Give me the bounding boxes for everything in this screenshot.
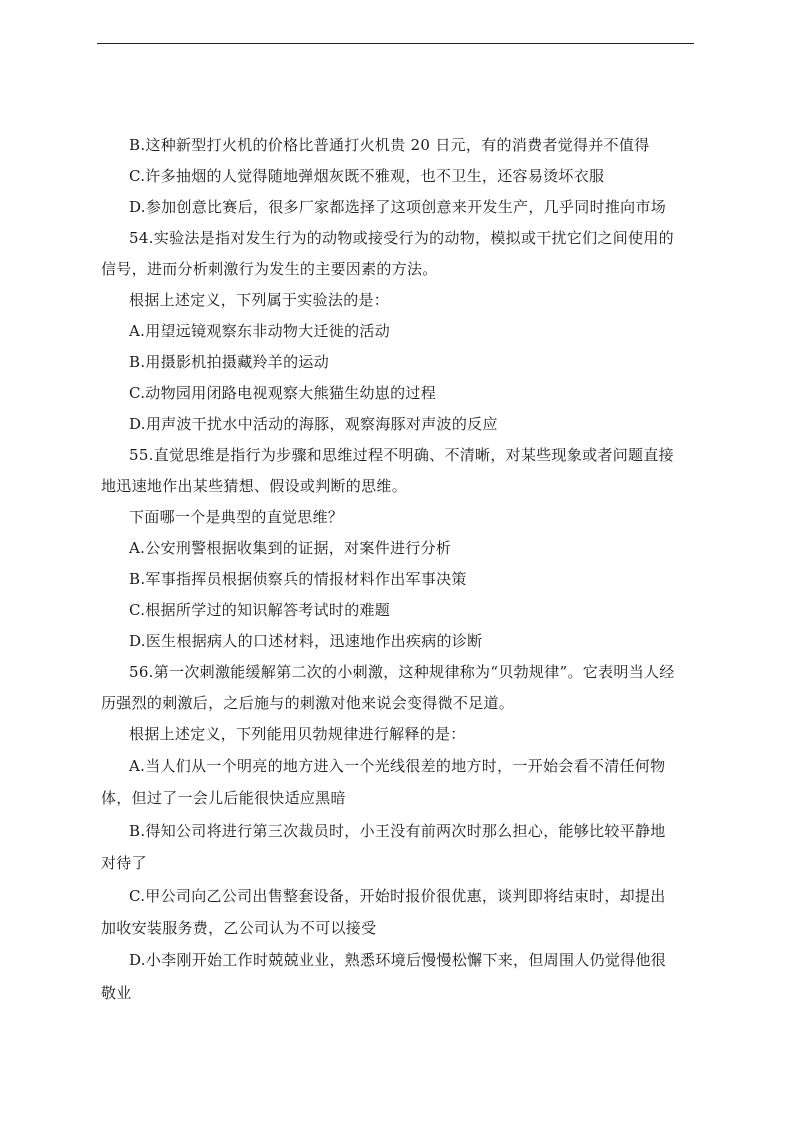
question-54-prompt: 根据上述定义，下列属于实验法的是： (129, 291, 390, 309)
option-55-a: A.公安刑警根据收集到的证据，对案件进行分析 (129, 539, 452, 557)
option-56-d-line-2: 敬业 (101, 984, 132, 1002)
option-54-b: B.用摄影机拍摄藏羚羊的运动 (129, 353, 329, 371)
question-56-line-2: 历强烈的刺激后，之后施与的刺激对他来说会变得微不足道。 (101, 694, 515, 712)
question-55-line-2: 地迅速地作出某些猜想、假设或判断的思维。 (101, 477, 408, 495)
option-53-c: C.许多抽烟的人觉得随地弹烟灰既不雅观，也不卫生，还容易烫坏衣服 (129, 167, 605, 185)
question-54-line-2: 信号，进而分析刺激行为发生的主要因素的方法。 (101, 260, 438, 278)
question-55-prompt: 下面哪一个是典型的直觉思维？ (129, 508, 344, 526)
question-56-prompt: 根据上述定义，下列能用贝勃规律进行解释的是： (129, 725, 466, 743)
option-55-d: D.医生根据病人的口述材料，迅速地作出疾病的诊断 (129, 632, 483, 650)
option-54-d: D.用声波干扰水中活动的海豚，观察海豚对声波的反应 (129, 415, 498, 433)
option-56-b-line-2: 对待了 (101, 854, 147, 872)
question-56-line-1: 56.第一次刺激能缓解第二次的小刺激，这种规律称为“贝勃规律”。它表明当人经 (129, 663, 675, 681)
option-54-a: A.用望远镜观察东非动物大迁徙的活动 (129, 322, 391, 340)
option-55-c: C.根据所学过的知识解答考试时的难题 (129, 601, 391, 619)
header-rule (97, 43, 694, 44)
option-53-b: B.这种新型打火机的价格比普通打火机贵 20 日元，有的消费者觉得并不值得 (129, 136, 650, 154)
question-54-line-1: 54.实验法是指对发生行为的动物或接受行为的动物，模拟或干扰它们之间使用的 (129, 229, 674, 247)
option-56-b-line-1: B.得知公司将进行第三次裁员时，小王没有前两次时那么担心，能够比较平静地 (129, 822, 666, 840)
option-53-d: D.参加创意比赛后，很多厂家都选择了这项创意来开发生产，几乎同时推向市场 (129, 198, 667, 216)
option-56-c-line-2: 加收安装服务费，乙公司认为不可以接受 (101, 919, 377, 937)
option-56-a-line-2: 体，但过了一会儿后能很快适应黑暗 (101, 789, 346, 807)
option-56-d-line-1: D.小李刚开始工作时兢兢业业，熟悉环境后慢慢松懈下来，但周围人仍觉得他很 (129, 951, 667, 969)
question-55-line-1: 55.直觉思维是指行为步骤和思维过程不明确、不清晰，对某些现象或者问题直接 (129, 446, 674, 464)
option-56-a-line-1: A.当人们从一个明亮的地方进入一个光线很差的地方时，一开始会看不清任何物 (129, 757, 666, 775)
option-56-c-line-1: C.甲公司向乙公司出售整套设备，开始时报价很优惠，谈判即将结束时，却提出 (129, 887, 666, 905)
option-55-b: B.军事指挥员根据侦察兵的情报材料作出军事决策 (129, 570, 467, 588)
option-54-c: C.动物园用闭路电视观察大熊猫生幼崽的过程 (129, 384, 437, 402)
